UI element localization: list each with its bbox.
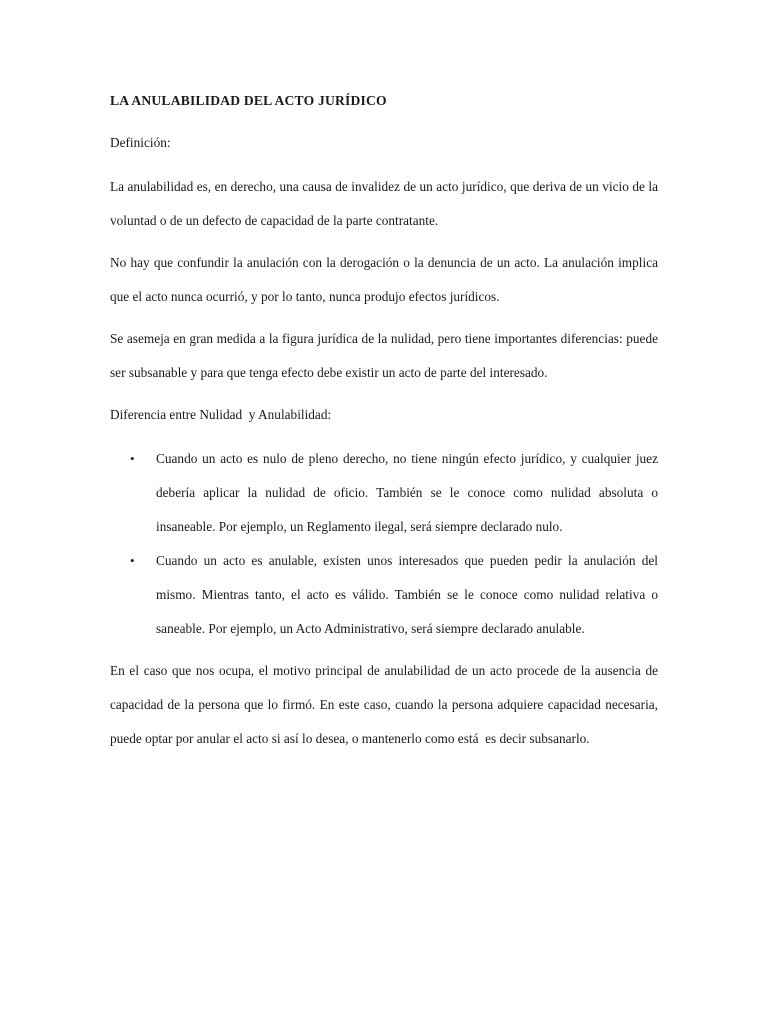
paragraph-definition: La anulabilidad es, en derecho, una causa de invalidez de un acto jurídico, que deriva de un vicio de la voluntad o de un defecto de capacidad de la parte contratante. <box>110 179 658 228</box>
bullet-icon: • <box>130 553 135 568</box>
paragraph-closing: En el caso que nos ocupa, el motivo principal de anulabilidad de un acto procede de la ausencia de capacidad de la persona que lo firmó. En este caso, cuando la persona adquiere capacidad necesaria, puede optar por anular el acto si así lo desea, o mantenerlo como está es decir subsanarlo. <box>110 663 662 746</box>
bullet-icon: • <box>130 451 135 466</box>
bullet-text-anulable: Cuando un acto es anulable, existen unos interesados que pueden pedir la anulación del mismo. Mientras tanto, el acto es válido. También se le conoce como nulidad relativa o saneable. Por ejemplo, un Acto Administrativo, será siempre declarado anulable. <box>156 553 658 636</box>
definition-label: Definición: <box>110 135 171 150</box>
difference-label: Diferencia entre Nulidad y Anulabilidad: <box>110 407 332 422</box>
list-item <box>110 442 658 544</box>
document-page <box>110 84 662 764</box>
bullet-text-nulo: Cuando un acto es nulo de pleno derecho, no tiene ningún efecto jurídico, y cualquier juez debería aplicar la nulidad de oficio. También se le conoce como nulidad absoluta o insaneable. Por ejemplo, un Reglamento ilegal, será siempre declarado nulo. <box>156 451 658 534</box>
difference-list <box>110 442 658 646</box>
paragraph-anulacion: No hay que confundir la anulación con la derogación o la denuncia de un acto. La anulación implica que el acto nunca ocurrió, y por lo tanto, nunca produjo efectos jurídicos. <box>110 255 658 304</box>
paragraph-nulidad: Se asemeja en gran medida a la figura jurídica de la nulidad, pero tiene importantes diferencias: puede ser subsanable y para que tenga efecto debe existir un acto de parte del interesado. <box>110 331 658 380</box>
document-title: LA ANULABILIDAD DEL ACTO JURÍDICO <box>110 93 387 108</box>
list-item <box>110 544 658 646</box>
